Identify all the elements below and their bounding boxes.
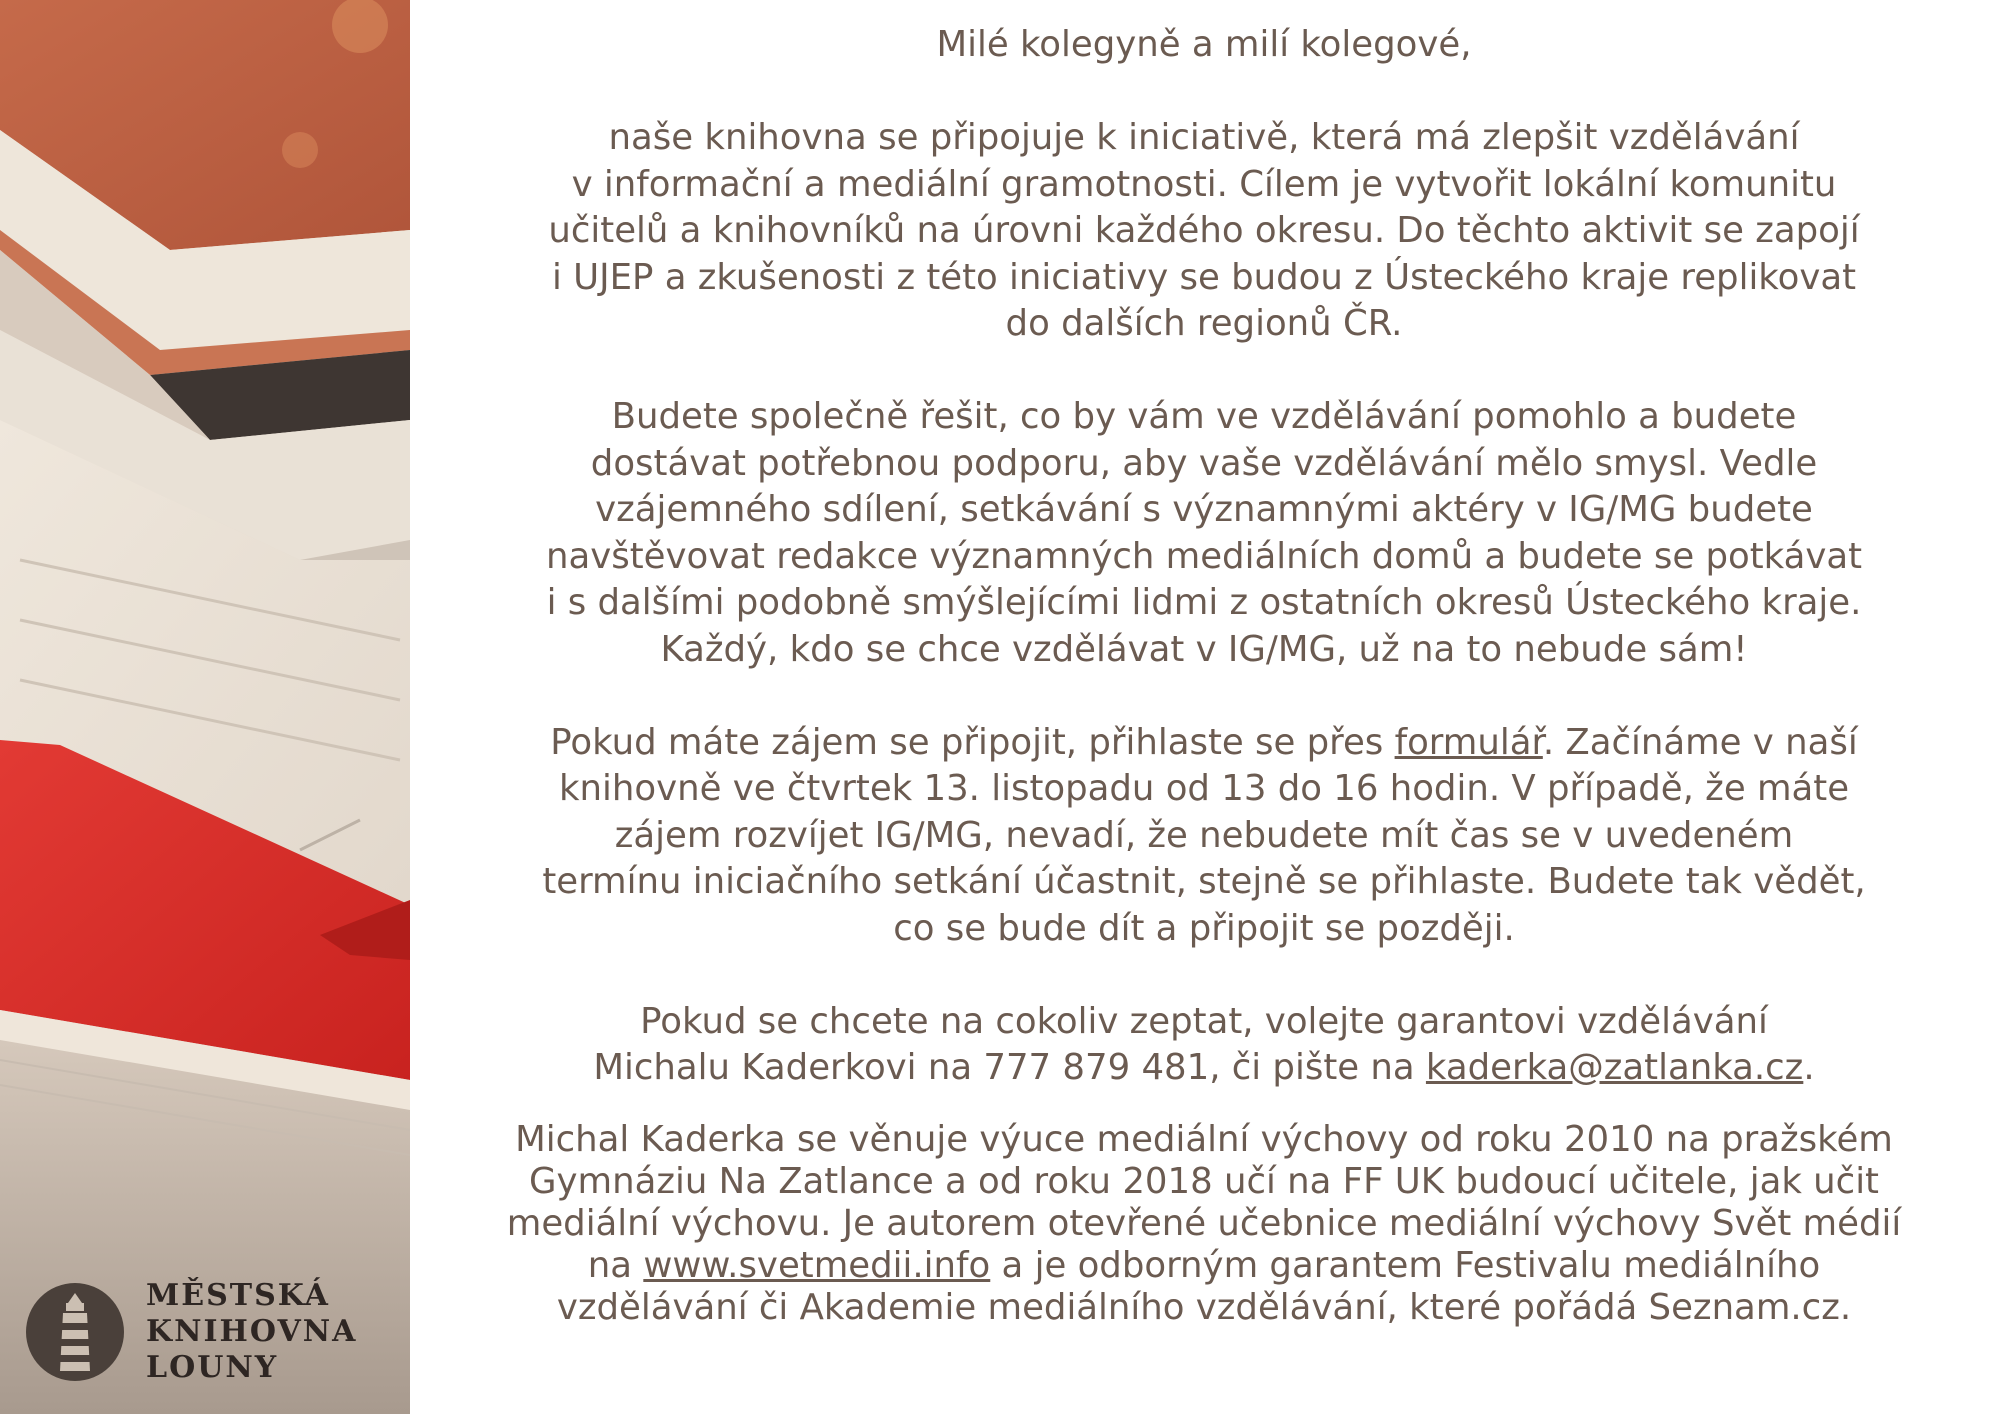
paragraph-signup: [418, 720, 1990, 953]
paragraph-line: i s dalšími podobně smýšlejícími lidmi z ostatních okresů Ústeckého kraje.: [546, 582, 1862, 623]
library-name: [146, 1278, 357, 1386]
text-segment: na: [587, 1244, 644, 1286]
text-segment: a je odborným garantem Festivalu mediálního: [990, 1244, 1821, 1286]
paragraph-line: dostávat potřebnou podporu, aby vaše vzdělávání mělo smysl. Vedle: [590, 442, 1818, 484]
text-segment: Michalu Kaderkovi na 777 879 481, či pište na: [593, 1047, 1426, 1088]
paragraph-line: knihovně ve čtvrtek 13. listopadu od 13 do 16 hodin. V případě, že máte: [558, 768, 1850, 809]
paragraph-line: [418, 720, 1990, 767]
paragraph-line: navštěvovat redakce významných mediálních domů a budete se potkávat: [545, 535, 1863, 577]
text-segment: .: [1803, 1047, 1815, 1088]
paragraph-benefits: [418, 394, 1990, 673]
paragraph-line: i UJEP a zkušenosti z této iniciativy se budou z Ústeckého kraje replikovat: [551, 256, 1857, 298]
greeting: Milé kolegyně a milí kolegové,: [936, 24, 1472, 65]
website-link[interactable]: www.svetmedii.info: [643, 1244, 991, 1286]
invitation-letter: [418, 22, 1990, 1329]
paragraph-line: co se bude dít a připojit se později.: [893, 907, 1515, 949]
paragraph-line: vzdělávání či Akademie mediálního vzdělávání, které pořádá Seznam.cz.: [556, 1286, 1852, 1328]
books-illustration: [0, 0, 410, 1414]
paragraph-line: Každý, kdo se chce vzdělávat v IG/MG, už na to nebude sám!: [660, 628, 1748, 670]
paragraph-line: učitelů a knihovníků na úrovni každého okresu. Do těchto aktivit se zapojí: [548, 210, 1860, 251]
paragraph-line: termínu iniciačního setkání účastnit, stejně se přihlaste. Budete tak vědět,: [542, 861, 1866, 902]
paragraph-line: zájem rozvíjet IG/MG, nevadí, že nebudete mít čas se v uvedeném: [614, 814, 1794, 856]
paragraph-line: Budete společně řešit, co by vám ve vzdělávání pomohlo a budete: [611, 396, 1797, 437]
text-segment: Pokud máte zájem se připojit, přihlaste se přes: [550, 721, 1395, 763]
library-logo: [26, 1272, 366, 1392]
paragraph-line: vzájemného sdílení, setkávání s významnými aktéry v IG/MG budete: [595, 489, 1813, 530]
paragraph-line: Michal Kaderka se věnuje výuce mediální výchovy od roku 2010 na pražském: [515, 1118, 1893, 1160]
paragraph-line: do dalších regionů ČR.: [1005, 303, 1403, 344]
paragraph-line: naše knihovna se připojuje k iniciativě, která má zlepšit vzdělávání: [608, 117, 1800, 158]
library-name-line2: KNIHOVNA: [146, 1314, 358, 1349]
lighthouse-icon: [26, 1283, 124, 1381]
paragraph-line: Pokud se chcete na cokoliv zeptat, volejte garantovi vzdělávání: [640, 1000, 1768, 1042]
paragraph-about-guarantor: [418, 1119, 1990, 1329]
paragraph-line: v informační a mediální gramotnosti. Cílem je vytvořit lokální komunitu: [571, 163, 1837, 205]
library-name-line3: LOUNY: [146, 1350, 279, 1385]
text-segment: . Začínáme v naší: [1542, 721, 1858, 763]
paragraph-contact: [418, 999, 1990, 1092]
paragraph-line: [418, 1045, 1990, 1092]
books-photo: [0, 0, 410, 1414]
paragraph-initiative: [418, 115, 1990, 348]
paragraph-line: [418, 1245, 1990, 1287]
paragraph-line: Gymnáziu Na Zatlance a od roku 2018 učí na FF UK budoucí učitele, jak učit: [529, 1160, 1879, 1202]
email-link[interactable]: kaderka@zatlanka.cz: [1425, 1047, 1804, 1088]
paragraph-line: mediální výchovu. Je autorem otevřené učebnice mediální výchovy Svět médií: [506, 1202, 1902, 1244]
form-link[interactable]: formulář: [1394, 721, 1543, 763]
library-name-line1: MĚSTSKÁ: [146, 1278, 330, 1313]
